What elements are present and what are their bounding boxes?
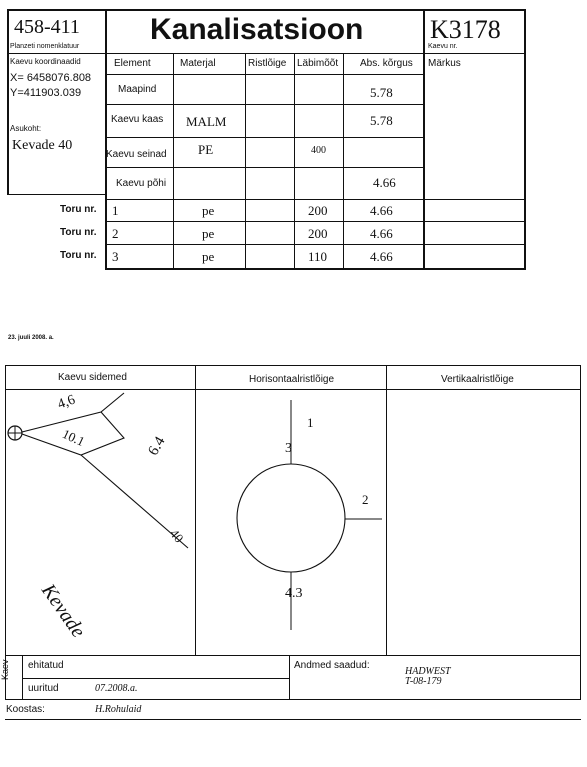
row-diameter: 400 <box>311 145 326 156</box>
pipe-material: pe <box>202 203 215 218</box>
sketch-note: 4,6 <box>55 392 78 413</box>
col-header-notes: Märkus <box>428 58 461 69</box>
surveyed-label: uuritud <box>28 683 59 694</box>
panel-title-connections: Kaevu sidemed <box>58 372 127 383</box>
author-value: H.Rohulaid <box>95 704 142 715</box>
row-height: 5.78 <box>370 113 393 128</box>
sketch-note: 2 <box>362 492 369 507</box>
pipe-height: 4.66 <box>370 249 393 264</box>
well-id: K3178 <box>430 15 501 44</box>
pipe-height: 4.66 <box>370 203 393 218</box>
document-date: 23. juuli 2008. a. <box>8 335 54 341</box>
well-id-label: Kaevu nr. <box>428 43 458 50</box>
sketch-note: 6.4 <box>145 434 169 459</box>
row-element: Maapind <box>118 84 157 95</box>
author-label: Koostas: <box>6 704 45 715</box>
horizontal-section-sketch <box>196 390 386 655</box>
row-element: Kaevu kaas <box>111 114 164 125</box>
col-header-cross: Ristlõige <box>248 58 287 69</box>
surveyed-value: 07.2008.a. <box>95 683 138 694</box>
pipe-label: Toru nr. <box>60 227 97 238</box>
pipe-diameter: 110 <box>308 249 328 264</box>
location-label: Asukoht: <box>10 124 42 133</box>
sketch-note: 3 <box>285 441 292 456</box>
row-element: Kaevu seinad <box>106 149 167 160</box>
pipe-diameter: 200 <box>308 226 328 241</box>
sketch-street-note: Kevade <box>36 580 90 642</box>
sketch-note: 4.3 <box>285 586 303 601</box>
col-header-height: Abs. kõrgus <box>360 58 413 69</box>
pipe-height: 4.66 <box>370 226 393 241</box>
page-title: Kanalisatsioon <box>150 13 364 46</box>
row-height: 4.66 <box>373 175 396 190</box>
pipe-material: pe <box>202 249 215 264</box>
coords-label: Kaevu koordinaadid <box>10 57 81 66</box>
connection-sketch <box>6 390 195 655</box>
panel-title-vertical: Vertikaalristlõige <box>441 374 514 385</box>
pipe-diameter: 200 <box>308 203 328 218</box>
sketch-note: 10.1 <box>60 425 88 450</box>
side-label: Kaev <box>0 659 10 680</box>
coord-y: Y=411903.039 <box>10 87 82 99</box>
row-material: PE <box>198 142 214 157</box>
built-label: ehitatud <box>28 660 64 671</box>
pipe-label: Toru nr. <box>60 204 97 215</box>
sketch-note: 40 <box>166 525 187 546</box>
row-height: 5.78 <box>370 85 393 100</box>
location-value: Kevade 40 <box>12 138 73 153</box>
pipe-label: Toru nr. <box>60 250 97 261</box>
source-value-code: T-08-179 <box>405 676 442 687</box>
pipe-material: pe <box>202 226 215 241</box>
row-element: Kaevu põhi <box>116 178 167 189</box>
col-header-diameter: Läbimõõt <box>297 58 339 69</box>
col-header-material: Materjal <box>180 58 216 69</box>
panel-title-horizontal: Horisontaalristlõige <box>249 374 335 385</box>
pipe-nr: 3 <box>112 249 119 264</box>
pipe-nr: 2 <box>112 226 119 241</box>
source-label: Andmed saadud: <box>294 660 370 671</box>
sheet-code-label: Planzeti nomenklatuur <box>10 43 80 50</box>
col-header-element: Element <box>114 58 151 69</box>
row-material: MALM <box>186 114 227 129</box>
pipe-nr: 1 <box>112 203 119 218</box>
sheet-code: 458-411 <box>14 16 80 38</box>
source-value: HADWEST <box>405 666 451 677</box>
coord-x: X= 6458076.808 <box>10 72 92 84</box>
sketch-note: 1 <box>307 415 314 430</box>
